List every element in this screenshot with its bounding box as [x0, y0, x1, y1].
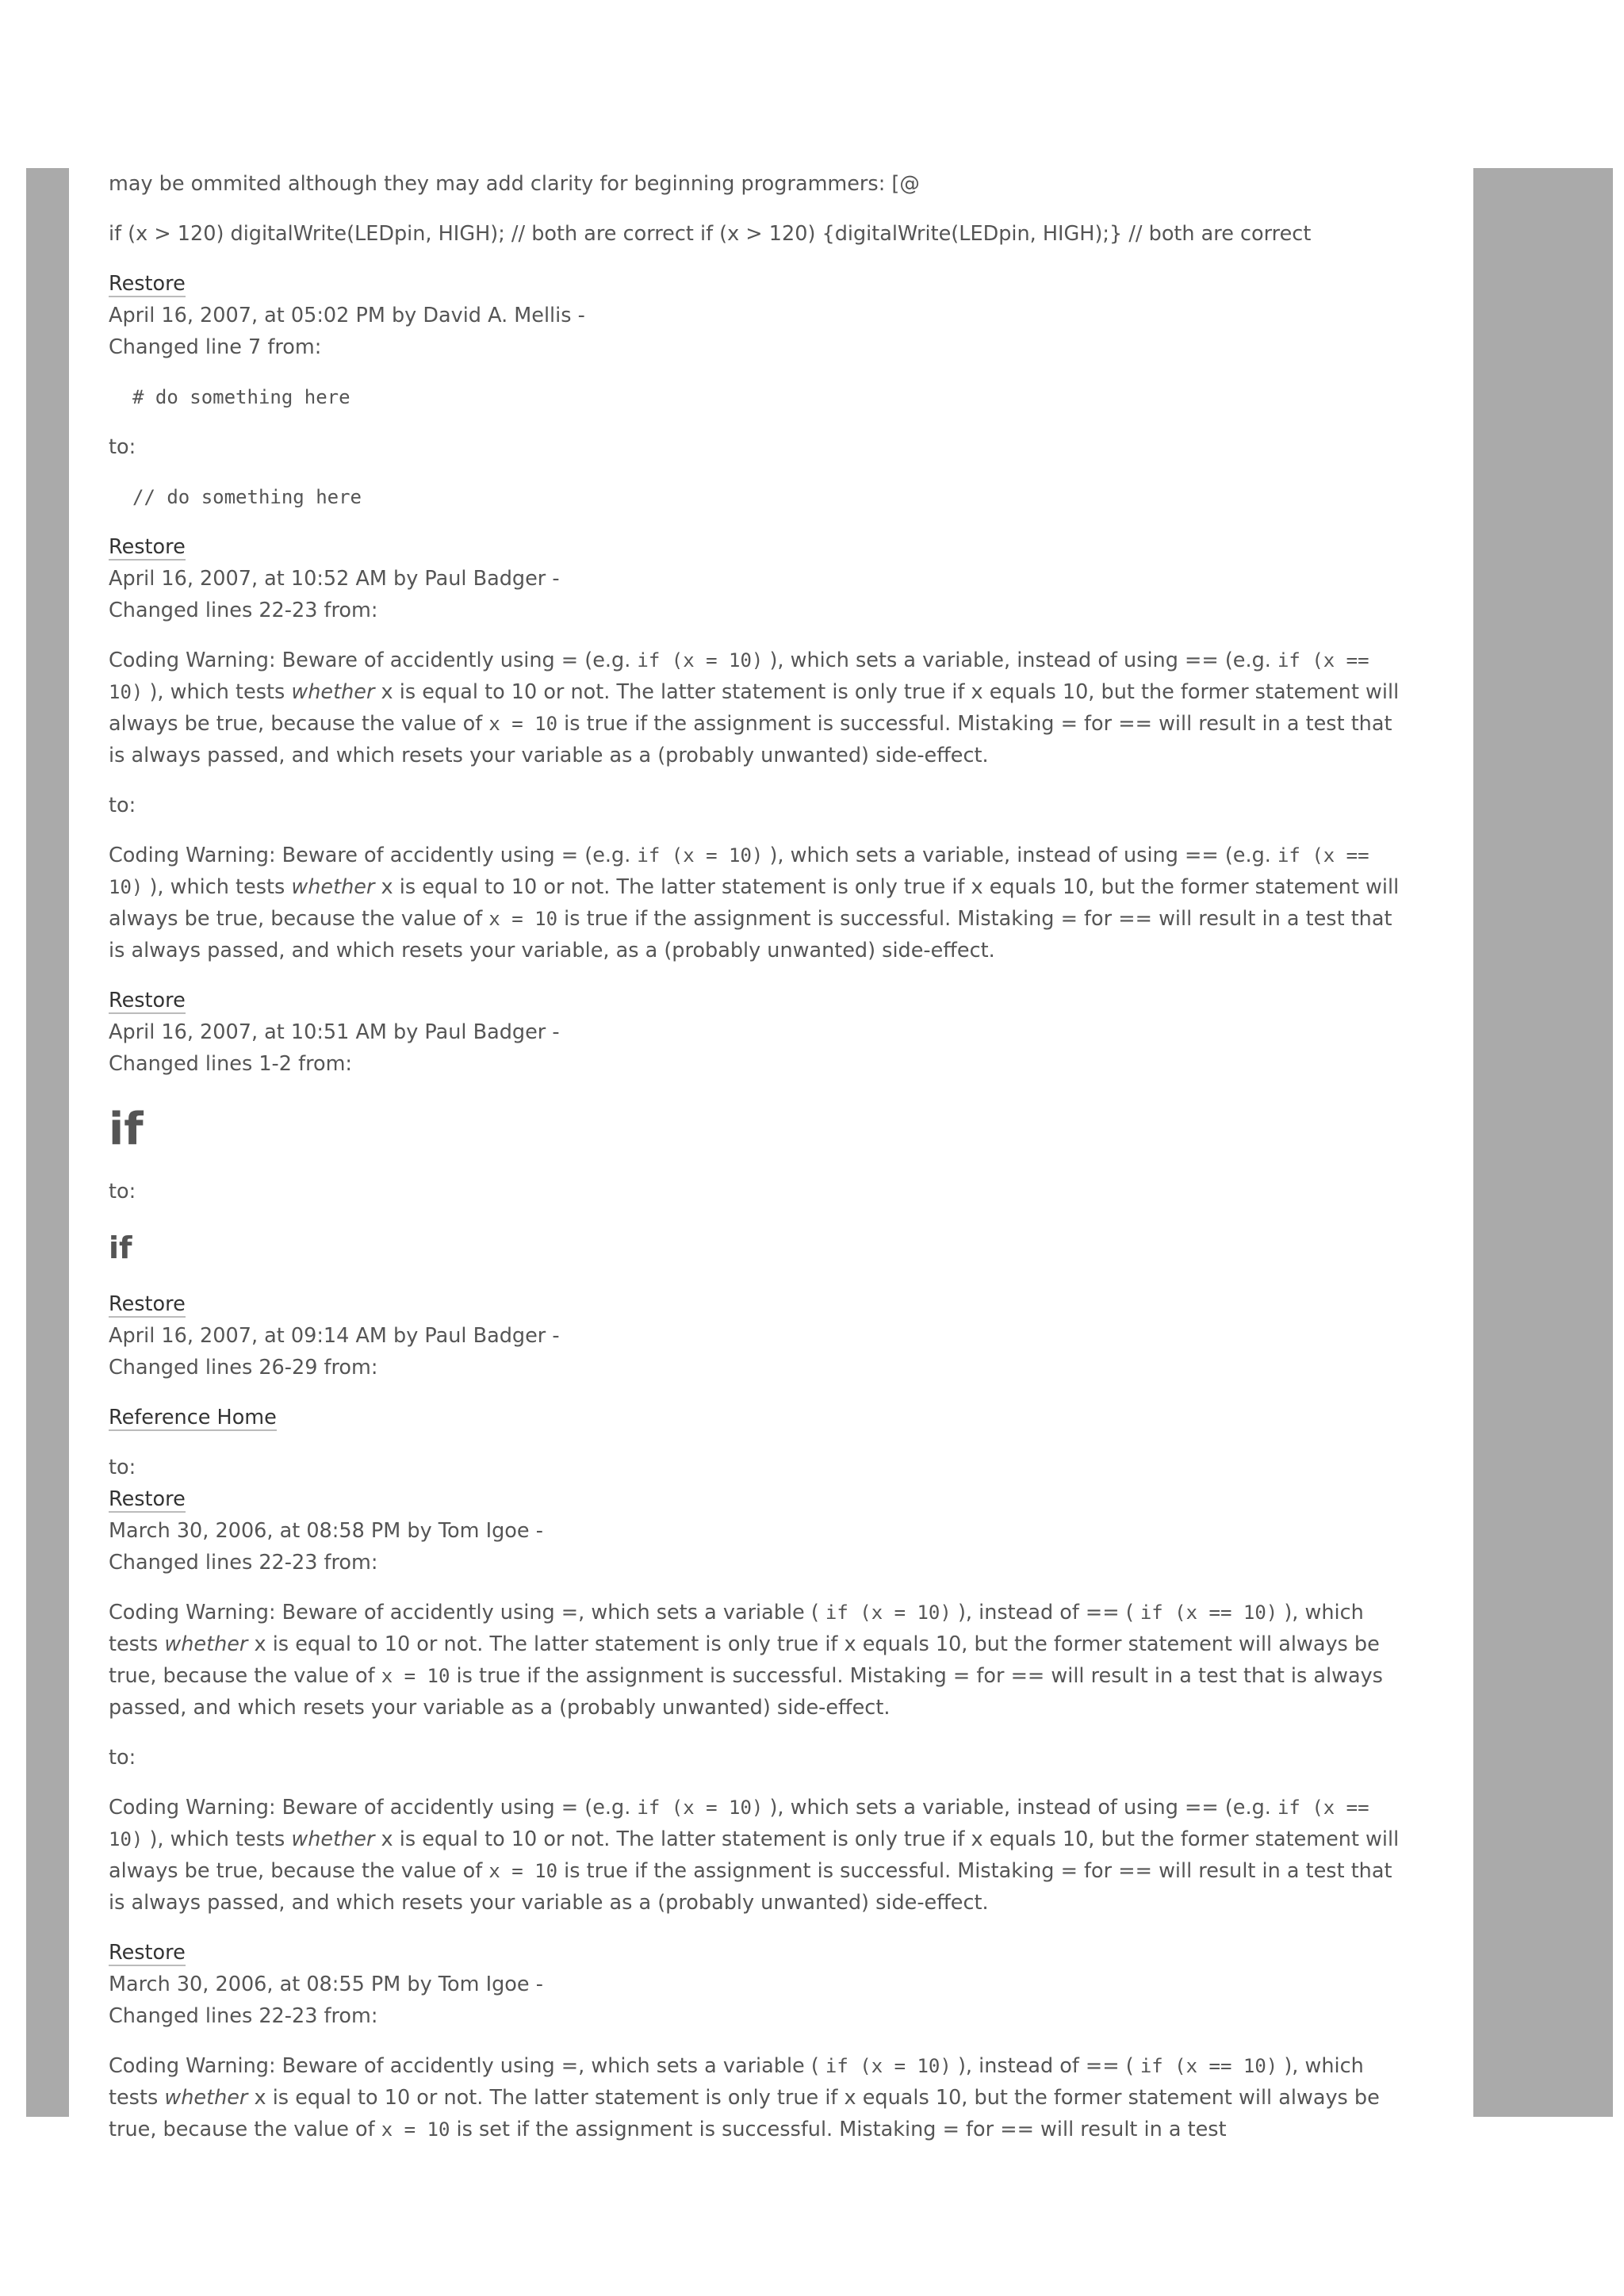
revision-meta: April 16, 2007, at 09:14 AM by Paul Badger - — [109, 1324, 560, 1348]
coding-warning: Coding Warning: Beware of accidently using =, which sets a variable ( if (x = 10) ), instead of == ( if (x == 10) ), which tests whether x is equal to 10 or not. The latter statement is only true if x equals 10, but the former statement will always be true, because the value of x = 10 is set if the assignment is successful. Mistaking = for == will result in a test — [109, 2054, 1380, 2141]
restore-link[interactable]: Restore — [109, 535, 186, 559]
heading-medium: if — [109, 1230, 132, 1265]
revision-entry — [109, 1937, 1409, 2145]
to-label: to: — [109, 1180, 136, 1203]
restore-link[interactable]: Restore — [109, 1292, 186, 1316]
revision-entry — [109, 531, 1409, 966]
revision-entry — [109, 1288, 1409, 1483]
coding-warning: Coding Warning: Beware of accidently using = (e.g. if (x = 10) ), which sets a variable, instead of using == (e.g. if (x == 10) ), which tests whether x is equal to 10 or not. The latter statement is only true if x equals 10, but the former statement will always be true, because the value of x = 10 is true if the assignment is successful. Mistaking = for == will result in a test that is always passed, and which resets your variable as a (probably unwanted) side-effect. — [109, 1796, 1400, 1915]
reference-home-link[interactable]: Reference Home — [109, 1406, 277, 1429]
intro-code-text: if (x > 120) digitalWrite(LEDpin, HIGH); // both are correct if (x > 120) {digitalWrite(LEDpin, HIGH);} // both are correct — [109, 222, 1312, 246]
to-label: to: — [109, 1456, 136, 1479]
left-sidebar — [26, 168, 69, 2117]
restore-link[interactable]: Restore — [109, 989, 186, 1012]
to-label: to: — [109, 435, 136, 459]
revision-meta: April 16, 2007, at 10:52 AM by Paul Badger - — [109, 567, 560, 591]
revision-change: Changed lines 1-2 from: — [109, 1052, 353, 1076]
revision-meta: April 16, 2007, at 05:02 PM by David A. Mellis - — [109, 304, 585, 327]
to-label: to: — [109, 1746, 136, 1770]
revision-entry — [109, 1483, 1409, 1919]
code-block: // do something here — [132, 486, 362, 508]
right-sidebar — [1473, 168, 1613, 2117]
revision-change: Changed line 7 from: — [109, 335, 322, 359]
restore-link[interactable]: Restore — [109, 272, 186, 296]
revision-meta: March 30, 2006, at 08:58 PM by Tom Igoe - — [109, 1519, 543, 1543]
revision-entry — [109, 268, 1409, 513]
revision-meta: March 30, 2006, at 08:55 PM by Tom Igoe - — [109, 1973, 543, 1996]
coding-warning: Coding Warning: Beware of accidently using = (e.g. if (x = 10) ), which sets a variable, instead of using == (e.g. if (x == 10) ), which tests whether x is equal to 10 or not. The latter statement is only true if x equals 10, but the former statement will always be true, because the value of x = 10 is true if the assignment is successful. Mistaking = for == will result in a test that is always passed, and which resets your variable, as a (probably unwanted) side-effect. — [109, 844, 1400, 962]
heading-large: if — [109, 1104, 144, 1155]
coding-warning: Coding Warning: Beware of accidently using =, which sets a variable ( if (x = 10) ), instead of == ( if (x == 10) ), which tests whether x is equal to 10 or not. The latter statement is only true if x equals 10, but the former statement will always be true, because the value of x = 10 is true if the assignment is successful. Mistaking = for == will result in a test that is always passed, and which resets your variable as a (probably unwanted) side-effect. — [109, 1601, 1383, 1720]
restore-link[interactable]: Restore — [109, 1941, 186, 1965]
restore-link[interactable]: Restore — [109, 1487, 186, 1511]
revision-meta: April 16, 2007, at 10:51 AM by Paul Badger - — [109, 1020, 560, 1044]
intro-text: may be ommited although they may add clarity for beginning programmers: [@ — [109, 172, 920, 196]
revision-change: Changed lines 22-23 from: — [109, 1551, 378, 1575]
revision-entry — [109, 985, 1409, 1270]
coding-warning: Coding Warning: Beware of accidently using = (e.g. if (x = 10) ), which sets a variable, instead of using == (e.g. if (x == 10) ), which tests whether x is equal to 10 or not. The latter statement is only true if x equals 10, but the former statement will always be true, because the value of x = 10 is true if the assignment is successful. Mistaking = for == will result in a test that is always passed, and which resets your variable as a (probably unwanted) side-effect. — [109, 649, 1400, 767]
code-block: # do something here — [132, 386, 350, 408]
page-content — [109, 168, 1409, 2164]
revision-change: Changed lines 22-23 from: — [109, 599, 378, 622]
revision-change: Changed lines 26-29 from: — [109, 1356, 378, 1380]
to-label: to: — [109, 794, 136, 817]
revision-change: Changed lines 22-23 from: — [109, 2004, 378, 2028]
